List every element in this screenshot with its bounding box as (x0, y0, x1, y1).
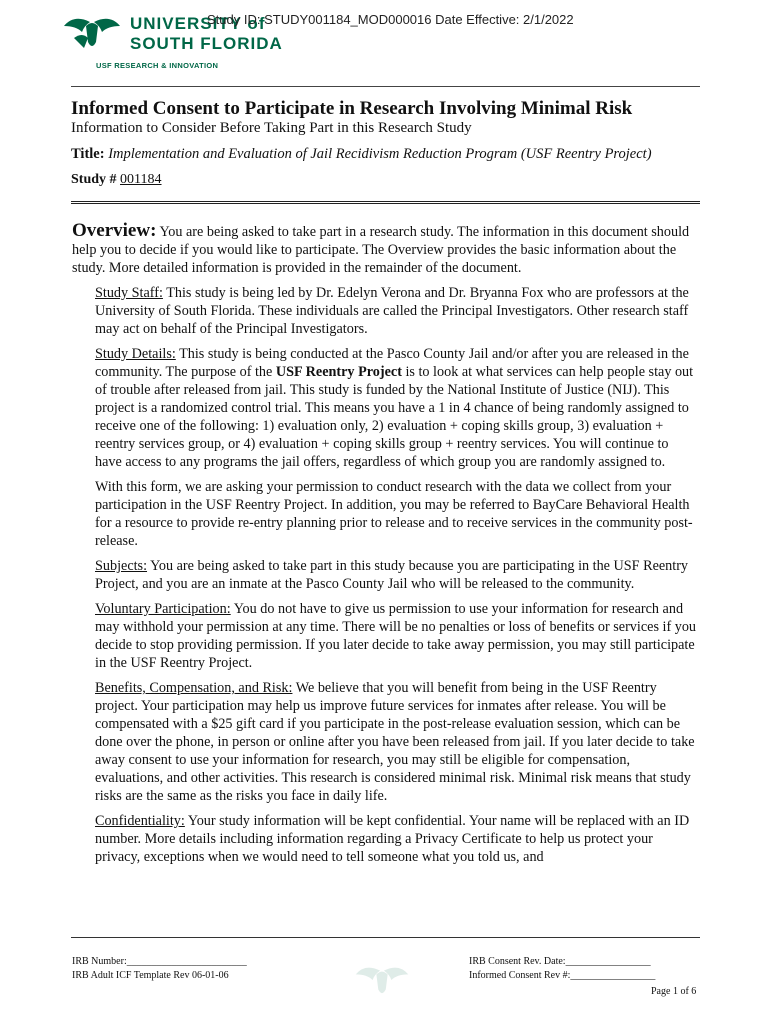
study-title-value: Implementation and Evaluation of Jail Recidivism Reduction Program (USF Reentry Project) (108, 146, 652, 162)
overview-section (72, 222, 698, 873)
confidentiality-text: Your study information will be kept confidential. Your name will be replaced with an ID number. More details including information regarding a Privacy Certificate to help us protect your privacy, exceptions when we would need to tell someone what you told us, and (95, 813, 690, 865)
document-title: Informed Consent to Participate in Research Involving Minimal Risk (71, 98, 633, 119)
subjects-label: Subjects: (95, 558, 148, 574)
template-revision: IRB Adult ICF Template Rev 06-01-06 (72, 970, 229, 981)
consent-rev-number-field: Informed Consent Rev #:_________________ (469, 970, 656, 981)
study-id-stamp: Study ID: STUDY001184_MOD000016 Date Effective: 2/1/2022 (207, 12, 574, 27)
subjects-paragraph (95, 557, 698, 593)
usf-watermark-icon (352, 955, 412, 1005)
consent-rev-date-field: IRB Consent Rev. Date:_________________ (469, 956, 651, 967)
subjects-text: You are being asked to take part in this study because you are participating in the USF Reentry Project, and you are an inmate at the Pasco County Jail who will be released to the community. (95, 558, 689, 592)
benefits-text: We believe that you will benefit from being in the USF Reentry project. Your participation may help us improve future services for inmates after release. You will be compensated with a $25 gift card if you participate in the post-release evaluation session, which can be done over the phone, in person or online after you have been released from jail. If you later decide to take away consent to use your information for research, you may still be eligible for compensation, evaluations, and other activities. This research is considered minimal risk. Minimal risk means that study risks are the same as the risks you face in daily life. (95, 680, 695, 804)
study-details-bold: USF Reentry Project (275, 364, 402, 380)
study-details-label: Study Details: (95, 346, 176, 362)
study-details-text-b: is to look at what services can help people stay out of trouble after released from jail. This study is funded by the National Institute of Justice (NIJ). This project is a randomized control trial. This means you have a 1 in 4 chance of being randomly assigned to receive one of the following: 1) evaluation only, 2) evaluation + coping skills group, 3) evaluation + reentry services group, or 4) evaluation + coping skills group + reentry services. You will continue to have access to any programs the jail offers, regardless of which group you are randomly assigned to. (95, 364, 694, 470)
overview-intro-text: You are being asked to take part in a research study. The information in this document should help you to decide if you would like to participate. The Overview provides the basic information about the study. More detailed information is provided in the remainder of the document. (72, 224, 690, 276)
benefits-label: Benefits, Compensation, and Risk: (95, 680, 293, 696)
voluntary-text: You do not have to give us permission to use your information for research and may withhold your permission at any time. There will be no penalties or loss of benefits or services if you decide to stop providing permission. If you later decide to take away permission, you may still participate in the USF Reentry Project. (95, 601, 697, 671)
study-details-paragraph (95, 345, 698, 471)
logo-subtitle: USF RESEARCH & INNOVATION (96, 61, 219, 70)
study-number-label: Study # (71, 172, 117, 187)
study-title-line (71, 146, 652, 163)
study-staff-text: This study is being led by Dr. Edelyn Verona and Dr. Bryanna Fox who are professors at the University of South Florida. These individuals are called the Principal Investigators. Other research staff may act on behalf of the Principal Investigators. (95, 285, 689, 337)
title-rule (71, 201, 700, 204)
header-rule (71, 86, 700, 87)
overview-heading: Overview: (72, 220, 157, 241)
study-number-value: 001184 (120, 172, 162, 187)
study-staff-label: Study Staff: (95, 285, 163, 301)
confidentiality-label: Confidentiality: (95, 813, 185, 829)
usf-bull-logo (60, 12, 124, 52)
document-subtitle: Information to Consider Before Taking Part in this Research Study (71, 120, 472, 136)
study-details-text-a: This study is being conducted at the Pasco County Jail and/or after you are released in the community. The purpose of the (95, 346, 689, 380)
study-staff-paragraph (95, 284, 698, 338)
logo-line-1: UNIVERSITY of (130, 14, 266, 33)
study-title-label: Title: (71, 146, 105, 162)
voluntary-label: Voluntary Participation: (95, 601, 231, 617)
study-number-line (71, 172, 162, 188)
overview-intro (72, 222, 698, 277)
permission-paragraph: With this form, we are asking your permission to conduct research with the data we collect from your participation in the USF Reentry Project. In addition, you may be referred to BayCare Behavioral Health for a resource to provide re-entry planning prior to release and to receive services in the community post-release. (95, 479, 693, 549)
confidentiality-paragraph (95, 812, 698, 866)
voluntary-paragraph (95, 600, 698, 672)
footer-rule (71, 937, 700, 938)
page-number: Page 1 of 6 (651, 986, 697, 997)
irb-number-field: IRB Number:________________________ (72, 956, 247, 967)
benefits-paragraph (95, 679, 698, 805)
logo-line-2: SOUTH FLORIDA (130, 34, 283, 53)
